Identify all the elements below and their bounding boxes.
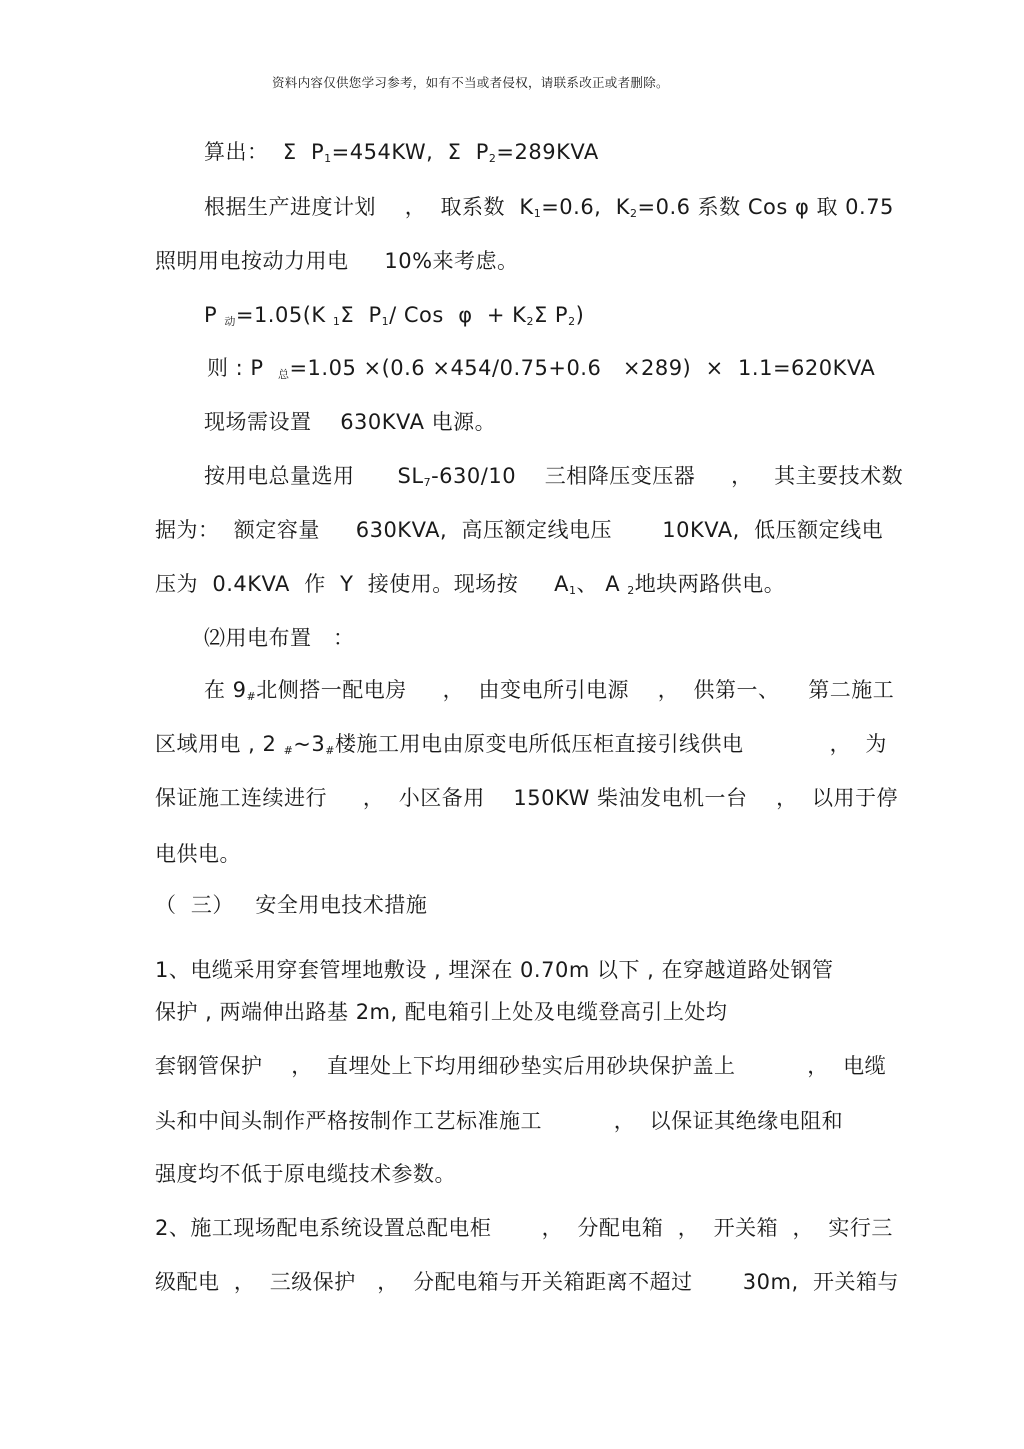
text-run: 则 : P <box>207 356 278 380</box>
text-line <box>155 957 833 983</box>
text-line <box>155 1269 899 1295</box>
subscript: 1 <box>381 315 390 328</box>
text-run: =1.05 ×(0.6 ×454/0.75+0.6 ×289) × 1.1=620KVA <box>289 356 876 380</box>
text-run: Σ P <box>340 303 382 327</box>
text-line <box>155 1161 456 1187</box>
text-run: 2、施工现场配电系统设置总配电柜 ， 分配电箱 ， 开关箱 ， 实行三 <box>155 1216 893 1240</box>
text-line <box>155 1108 843 1134</box>
text-run: 电供电。 <box>155 842 241 866</box>
text-run: ~3 <box>293 732 326 756</box>
text-run: 头和中间头制作严格按制作工艺标准施工 ， 以保证其绝缘电阻和 <box>155 1109 844 1133</box>
text-run: =454KW, Σ P <box>331 140 489 164</box>
text-line <box>204 409 496 435</box>
text-run: 套钢管保护 ， 直埋处上下均用细砂垫实后用砂块保护盖上 ， 电缆 <box>155 1054 887 1078</box>
text-run: =0.6 系数 Cos φ 取 0.75 <box>637 195 894 219</box>
subscript: 总 <box>277 368 290 381</box>
text-line <box>204 302 584 328</box>
text-run: =289KVA <box>496 140 599 164</box>
subscript: 动 <box>224 315 236 328</box>
text-run: 照明用电按动力用电 10%来考虑。 <box>155 249 519 273</box>
text-line <box>155 571 785 597</box>
page-header-disclaimer: 资料内容仅供您学习参考，如有不当或者侵权，请联系改正或者删除。 <box>272 75 669 90</box>
text-line <box>155 841 241 867</box>
text-run: 级配电 ， 三级保护 ， 分配电箱与开关箱距离不超过 30m, 开关箱与 <box>155 1270 900 1294</box>
text-line <box>207 355 875 381</box>
subscript: 2 <box>568 315 576 328</box>
subscript: 2 <box>629 207 638 220</box>
subscript: # <box>246 690 257 703</box>
text-run: 强度均不低于原电缆技术参数。 <box>155 1162 456 1186</box>
text-line <box>155 1215 893 1241</box>
text-line <box>155 1053 886 1079</box>
text-run: 保证施工连续进行 ， 小区备用 150KW 柴油发电机一台 ， 以用于停 <box>155 786 899 810</box>
text-run: 1、电缆采用穿套管埋地敷设 , 埋深在 0.70m 以下 , 在穿越道路处钢管 <box>155 958 834 982</box>
text-line <box>155 892 427 918</box>
text-run: （ 三） 安全用电技术措施 <box>155 893 428 917</box>
text-run: ⑵用电布置 ： <box>204 626 355 650</box>
text-line <box>204 625 355 651</box>
subscript: # <box>325 744 335 757</box>
text-line <box>155 517 883 543</box>
text-run: 楼施工用电由原变电所低压柜直接引线供电 ， 为 <box>334 732 887 756</box>
text-run: 地块两路供电。 <box>634 572 786 596</box>
text-line <box>204 677 894 703</box>
text-line <box>155 785 898 811</box>
text-run: 压为 0.4KVA 作 Y 接使用。现场按 A <box>155 572 570 596</box>
text-run: P <box>204 303 225 327</box>
text-run: 根据生产进度计划 ， 取系数 K <box>204 195 534 219</box>
text-run: 保护 , 两端伸出路基 2m, 配电箱引上处及电缆登高引上处均 <box>155 1000 728 1024</box>
text-run: 在 9 <box>204 678 247 702</box>
subscript: 7 <box>423 476 432 489</box>
text-run: 北侧搭一配电房 ， 由变电所引电源 ， 供第一、 第二施工 <box>256 678 895 702</box>
text-line <box>155 999 727 1025</box>
text-run: =1.05(K <box>235 303 333 327</box>
subscript: 2 <box>526 315 534 328</box>
text-run: 区域用电 , 2 <box>155 732 284 756</box>
text-run: -630/10 三相降压变压器 ， 其主要技术数 <box>431 464 904 488</box>
subscript: 1 <box>533 207 542 220</box>
text-run: 算出： Σ P <box>204 140 325 164</box>
subscript: 1 <box>569 584 577 597</box>
text-line <box>155 248 519 274</box>
subscript: 1 <box>332 315 341 328</box>
text-run: 按用电总量选用 SL <box>204 464 424 488</box>
text-run: Σ P <box>533 303 569 327</box>
text-line <box>155 731 887 757</box>
text-run: 据为： 额定容量 630KVA, 高压额定线电压 10KVA, 低压额定线电 <box>155 518 884 542</box>
subscript: 1 <box>324 152 332 165</box>
text-line <box>204 463 903 489</box>
text-run: 现场需设置 630KVA 电源。 <box>204 410 497 434</box>
subscript: 2 <box>627 584 635 597</box>
text-line <box>204 139 599 165</box>
subscript: # <box>283 744 294 757</box>
subscript: 2 <box>488 152 497 165</box>
text-run: 、 A <box>576 572 628 596</box>
text-run: =0.6, K <box>541 195 630 219</box>
text-run: ) <box>575 303 585 327</box>
text-line <box>204 194 894 220</box>
text-run: / Cos φ + K <box>389 303 527 327</box>
